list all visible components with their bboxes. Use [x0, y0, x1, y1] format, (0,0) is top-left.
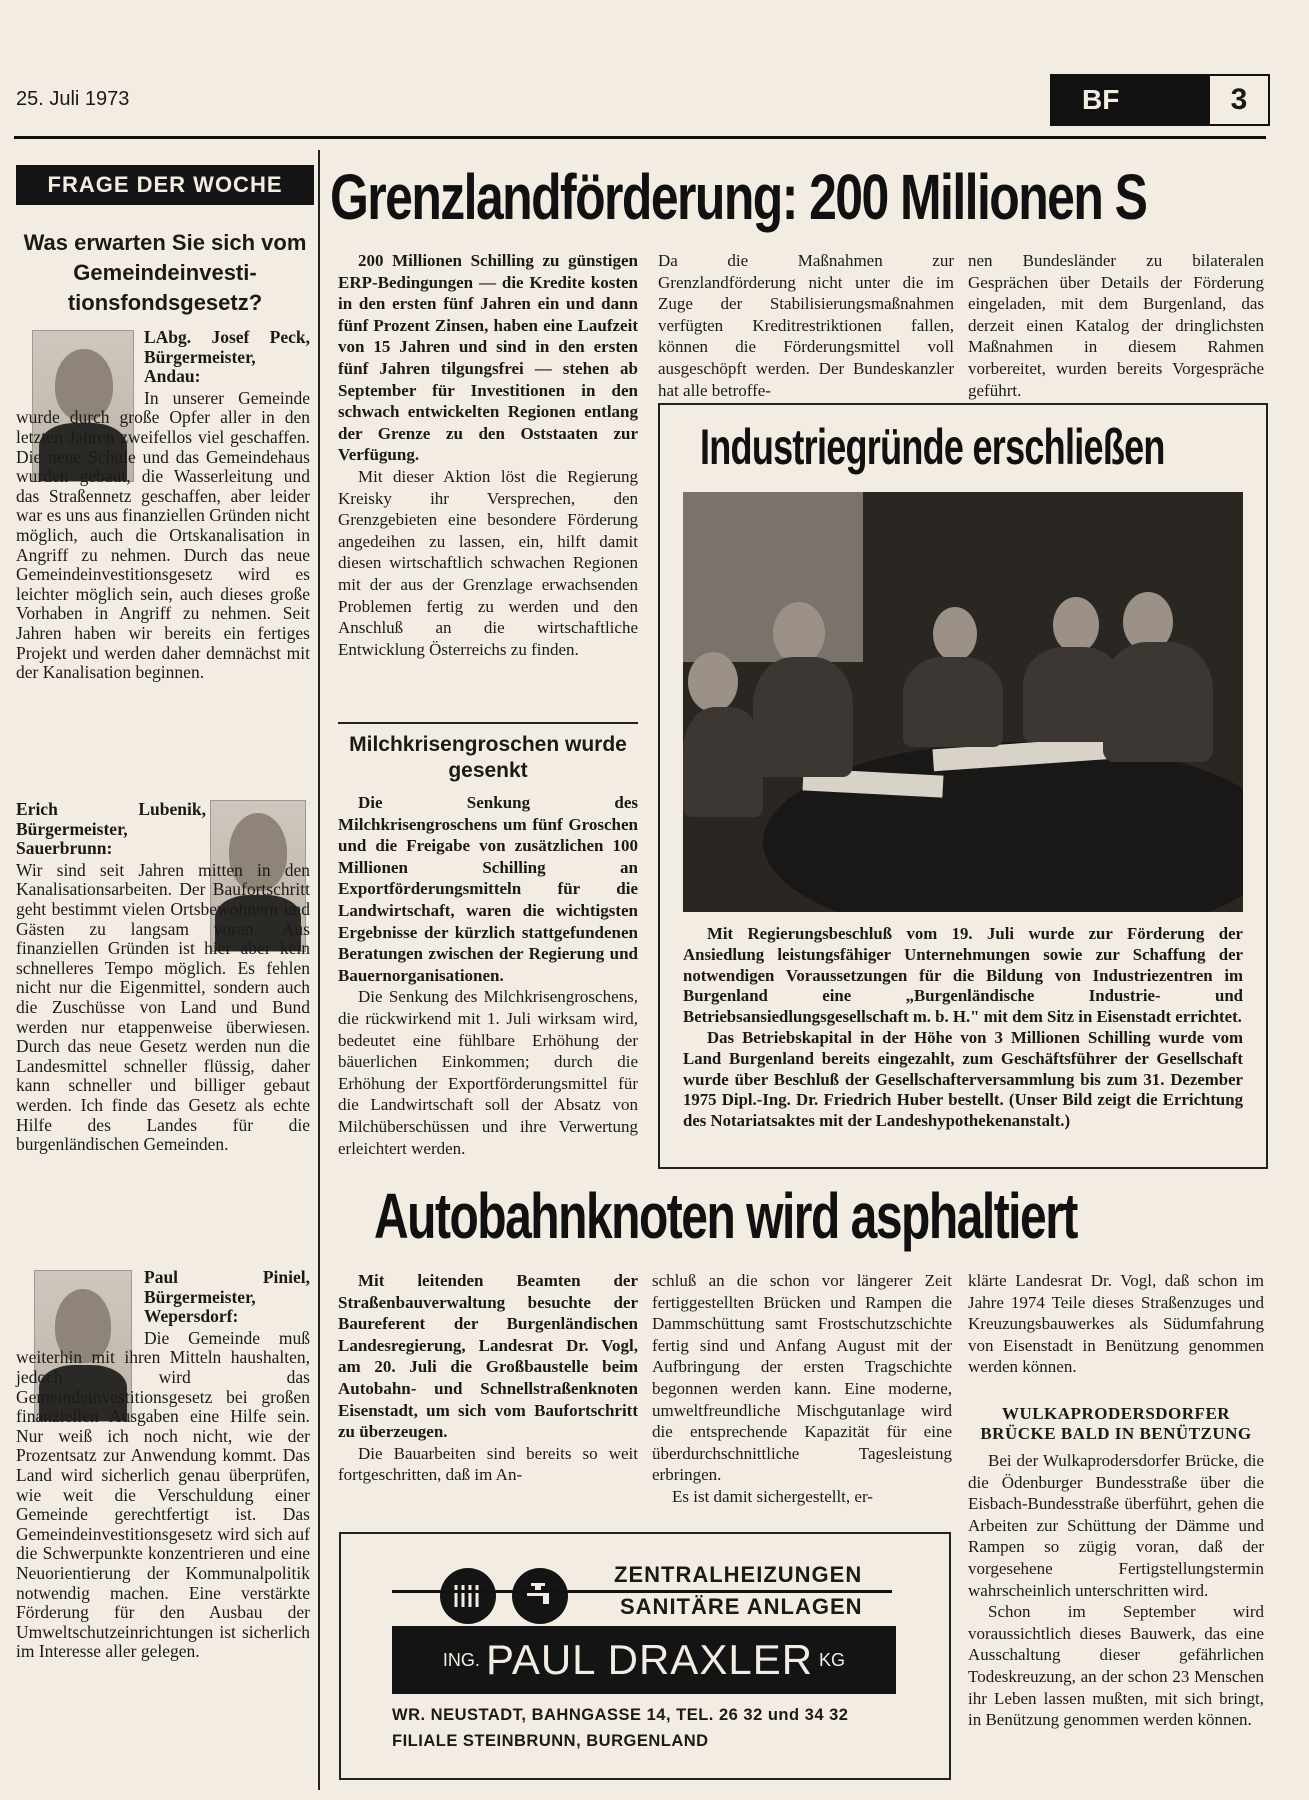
story2-text — [338, 792, 638, 1159]
caption-paragraph-2: Das Betriebskapital in der Höhe von 3 Millionen Schilling wurde vom Land Burgenland bereits eingezahlt, zum Geschäftsführer der Gesellschaft wurde über Beschluß der Gesellschafterversammlung bis zum 31. Dezember 1975 Dipl.-Ing. Dr. Friedrich Huber bestellt. (Unser Bild zeigt die Errichtung des Notariatsaktes mit der Landeshypothekenanstalt.) — [683, 1027, 1243, 1131]
ad-prefix: ING. — [442, 1649, 480, 1670]
photo-caption — [683, 924, 1243, 1132]
answer-lubenik-name: Erich Lubenik, Bürgermeister, Sauerbrunn: — [16, 799, 206, 859]
faucet-icon — [512, 1568, 568, 1624]
page-number: 3 — [1230, 83, 1248, 116]
section-label: BF — [1052, 76, 1210, 124]
masthead-rule — [14, 136, 1266, 139]
answer-peck — [16, 328, 310, 683]
ad-line-1: ZENTRALHEIZUNGEN — [614, 1562, 863, 1587]
ad-rule — [392, 1590, 892, 1593]
answer-piniel — [16, 1268, 310, 1662]
answer-piniel-text: Die Gemeinde muß weiterhin mit ihren Mitteln haushalten, jedoch wird das Gemeindeinvestitionsgesetz bei großen finanziellen Ausgaben eine Hilfe sein. Nur weiß ich noch nicht, wie der Prozentsatz zur Anwendung kommt. Das Land wird sicherlich genau überprüfen, wie weit die Verschuldung einer Gemeinde gerechtfertigt ist. Das Gemeindeinvestitionsgesetz wird sich auf die Schwerpunkte konzentrieren und eine Neuorientierung der Kommunalpolitik notwendig machen. Eine verstärkte Förderung für den Ausbau der Umweltschutzeinrichtungen ist sicherlich im Interesse aller gelegen. — [16, 1327, 310, 1662]
story4-column-1 — [338, 1270, 638, 1486]
story1-body: Mit dieser Aktion löst die Regierung Kreisky ihr Versprechen, den Grenzgebieten eine besondere Förderung angedeihen zu lassen, ein, hilft damit diesen wirtschaftlich schwachen Regionen mit der aus der Grenzlage erwachsenden Problemen fertig zu werden und den Anschluß an die wirtschaftliche Entwicklung Österreichs zu finden. — [338, 466, 638, 659]
answer-peck-name: LAbg. Josef Peck, Bürgermeister, Andau: — [144, 327, 310, 387]
ad-address-1: WR. NEUSTADT, BAHNGASSE 14, TEL. 26 32 und 34 32 — [392, 1706, 849, 1724]
left-column-divider — [318, 150, 320, 1790]
section-page-box — [1050, 74, 1270, 126]
photo-notariatsakt — [683, 492, 1243, 912]
story4-lede: Mit leitenden Beamten der Straßenbauverwaltung besuchte der Baureferent der Burgenländischen Landesregierung, Landesrat Dr. Vogl, am 20. Juli die Großbaustelle beim Autobahn- und Schnellstraßenknoten Eisenstadt, um sich vom Baufortschritt zu überzeugen. — [338, 1271, 638, 1442]
answer-piniel-name: Paul Piniel, Bürgermeister, Wepersdorf: — [144, 1267, 310, 1327]
ad-company-name: PAUL DRAXLER — [485, 1636, 814, 1683]
story4-column-2 — [652, 1270, 952, 1508]
headline-industriegruende: Industriegründe erschließen — [700, 419, 1165, 475]
frage-der-woche-banner: FRAGE DER WOCHE — [16, 165, 314, 205]
radiator-icon — [440, 1568, 496, 1624]
story4-col3c: Schon im September wird voraussichtlich dieses Bauwerk, das eine Ausschaltung dieser gefährlichen Todeskreuzung, an der schon 23 Menschen ihr Leben lassen mußten, mit sich bringt, in Benützung genommen werden können. — [968, 1602, 1264, 1730]
story1-column-3: nen Bundesländer zu bilateralen Gesprächen über Details der Förderung eingeladen, mit dem Burgenland, das derzeit einen Katalog der dringlichsten Maßnahmen in diesem Rahmen vorbereitet, wurden bereits Vorgespräche geführt. — [968, 251, 1264, 400]
caption-paragraph-1: Mit Regierungsbeschluß vom 19. Juli wurde zur Förderung der Ansiedlung leistungsfähiger Unternehmungen sowie zur Schaffung der notwendigen Voraussetzungen für die Bildung von Industriezentren im Burgenland eine „Burgenländische Industrie- und Betriebsansiedlungsgesellschaft m. b. H." mit dem Sitz in Eisenstadt errichtet. — [683, 924, 1243, 1027]
story2-lede: Die Senkung des Milchkrisengroschens um fünf Groschen und die Freigabe von zusätzlichen 100 Millionen Schilling an Exportförderungsmitteln für die Landwirtschaft, waren die wichtigsten Ergebnisse der kürzlich stattgefundenen Beratungen zwischen der Regierung und Bauernorganisationen. — [338, 793, 638, 985]
story1-column-1 — [338, 250, 638, 660]
issue-date: 25. Juli 1973 — [16, 88, 130, 110]
story2-divider — [338, 722, 638, 724]
headline-milchkrisengroschen: Milchkrisengroschen wurde gesenkt — [349, 733, 627, 782]
ad-line-2: SANITÄRE ANLAGEN — [620, 1594, 863, 1619]
story4-col3: klärte Landesrat Dr. Vogl, daß schon im Jahre 1974 Teile dieses Straßenzuges und Kreuzungsbauwerkes als Südumfahrung von Eisenstadt in Benützung genommen werden können. — [968, 1271, 1264, 1377]
headline-grenzlandfoerderung: Grenzlandförderung: 200 Millionen S — [330, 161, 1147, 233]
story4-col3b: Bei der Wulkaprodersdorfer Brücke, die die Ödenburger Bundesstraße über die Eisbach-Bundesstraße überführt, gehen die Arbeiten zur Schüttung der Dämme und Rampen so zügig voran, daß der vorgesehene Fertigstellungstermin wahrscheinlich unterschritten wird. — [968, 1451, 1264, 1600]
answer-peck-text: In unserer Gemeinde wurde durch große Opfer aller in den letzten Jahren zweifellos viel geschaffen. Die neue Schule und das Gemeindehaus wurden gebaut, die Wasserleitung und das Straßennetz geschaffen, aber leider war es uns aus finanziellen Gründen nicht möglich, auch die Ortskanalisation in Angriff zu nehmen. Durch das neue Gemeindeinvestitionsgesetz wird es leichter möglich sein, auch dieses große Vorhaben in Angriff zu nehmen. Seit Jahren haben wir bereits ein fertiges Projekt und werden daher demnächst mit der Kanalisation beginnen. — [16, 387, 310, 683]
story4-column-3 — [968, 1270, 1264, 1378]
story4-column-3b — [968, 1450, 1264, 1731]
answer-lubenik — [16, 800, 310, 1155]
subhead-wulkaprodersdorf: WULKAPRODERSDORFER BRÜCKE BALD IN BENÜTZUNG — [980, 1404, 1252, 1443]
answer-lubenik-text: Wir sind seit Jahren mitten in den Kanalisationsarbeiten. Der Baufortschritt geht bestimmt vielen Ortsbewohnern und Gästen zu langsam voran. Aus finanziellen Gründen ist hier aber kein schnelleres Tempo möglich. Es fehlen nicht nur die Eigenmittel, sondern auch die Zuschüsse von Land und Bund werden nur etappenweise überwiesen. Durch das neue Gesetz werden nun die Landesmittel schneller flüssig, daher kann schneller und billiger gebaut werden. Ich finde das Gesetz als echte Hilfe des Landes für die burgenländischen Gemeinden. — [16, 859, 310, 1155]
story2-body: Die Senkung des Milchkrisengroschens, die rückwirkend mit 1. Juli wirksam wird, bedeutet eine fühlbare Erhöhung der bäuerlichen Einkommen; durch die Erhöhung der Exportförderungsmittel für die Landwirtschaft soll der Absatz von Milchüberschüssen und ihre Verwertung erleichtert werden. — [338, 987, 638, 1158]
ad-suffix: KG — [819, 1649, 846, 1670]
story1-lede: 200 Millionen Schilling zu günstigen ERP-Bedingungen — die Kredite kosten in den ersten fünf Jahren ein und dann fünf Prozent Zinsen, haben eine Laufzeit von 15 Jahren und sind in den ersten fünf Jahren tilgungsfrei — stehen ab September für Investitionen in den schwach entwickelten Regionen entlang der Grenze zu den Oststaaten zur Verfügung. — [338, 251, 638, 465]
story4-body: Die Bauarbeiten sind bereits so weit fortgeschritten, daß im An- — [338, 1443, 638, 1485]
question-headline: Was erwarten Sie sich vom Gemeindeinvesti-tionsfondsgesetz? — [23, 230, 307, 315]
story4-col2b: Es ist damit sichergestellt, er- — [672, 1486, 873, 1506]
story4-col2: schluß an die schon vor längerer Zeit fertiggestellten Brücken und Rampen die Dammschüttung samt Frostschutzschichte fertig sind und Anfang August mit der Aufbringung der ersten Tragschichte begonnen werden kann. Eine moderne, umweltfreundliche Mischgutanlage wird die entsprechende Kapazität für eine überdurchschnittliche Tagesleistung erbringen. — [652, 1271, 952, 1485]
ad-address-2: FILIALE STEINBRUNN, BURGENLAND — [392, 1732, 709, 1750]
headline-autobahnknoten: Autobahnknoten wird asphaltiert — [374, 1180, 1077, 1252]
ad-company-name-bar — [392, 1626, 896, 1694]
story1-column-2: Da die Maßnahmen zur Grenzlandförderung nicht unter die im Zuge der Stabilisierungsmaßnahmen verfügten Kreditrestriktionen fallen, können die Förderungsmittel voll ausgeschöpft werden. Der Bundeskanzler hat alle betroffe- — [658, 251, 954, 400]
